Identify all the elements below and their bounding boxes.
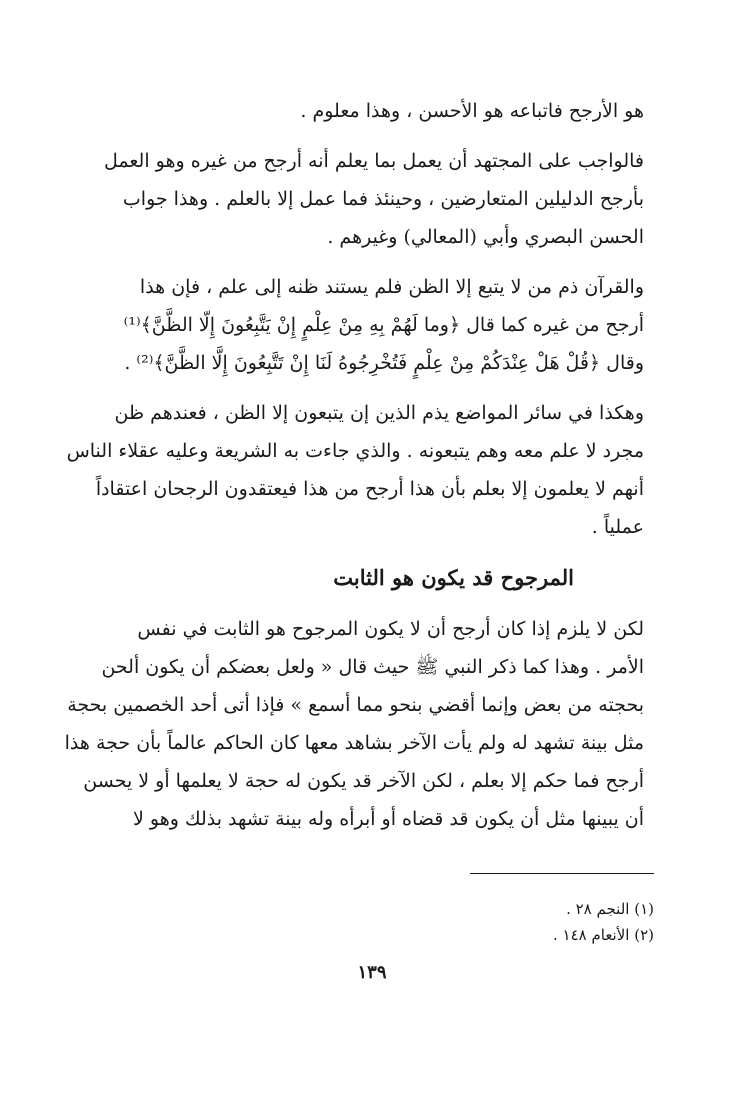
paragraph-1 [90,92,644,130]
text-line: أرجح فما حكم إلا بعلم ، لكن الآخر قد يكون له حجة لا يعلمها أو لا يحسن [83,770,644,792]
paragraph-4 [66,394,644,546]
footnote-2: (٢) الأنعام ١٤٨ . [552,926,654,944]
text-line: والقرآن ذم من لا يتبع إلا الظن فلم يستند ظنه إلى علم ، فإن هذا [139,276,644,298]
text-line: مثل بينة تشهد له ولم يأت الآخر بشاهد معها كان الحاكم عالماً بأن حجة هذا [64,732,644,754]
quran-verse-line: وقال ﴿قُلْ هَلْ عِنْدَكُمْ مِنْ عِلْمٍ فَتُخْرِجُوهُ لَنَا إِنْ تَتَّبِعُونَ إِلَّا الظَّنَّ﴾⁽²⁾ . [124,352,644,374]
text-line: وهكذا في سائر المواضع يذم الذين إن يتبعون إلا الظن ، فعندهم ظن [114,402,644,424]
text-line: بحجته من بعض وإنما أقضي بنحو مما أسمع » فإذا أتى أحد الخصمين بحجة [67,694,644,716]
text-line: هو الأرجح فاتباعه هو الأحسن ، وهذا معلوم . [300,100,644,122]
text-line: الأمر . وهذا كما ذكر النبي ﷺ حيث قال « ولعل بعضكم أن يكون ألحن [101,656,644,678]
paragraph-2 [90,142,644,256]
text-line: فالواجب على المجتهد أن يعمل بما يعلم أنه أرجح من غيره وهو العمل [104,150,644,172]
text-line: أنهم لا يعلمون إلا بعلم بأن هذا أرجح من هذا فيعتقدون الرجحان اعتقاداً [95,478,644,500]
quran-verse-line: أرجح من غيره كما قال ﴿وما لَهُمْ بِهِ مِنْ عِلْمٍ إِنْ يَتَّبِعُونَ إِلّا الظَّنَّ﴾⁽¹⁾ [123,314,644,336]
page-number: ١٣٩ [357,962,387,983]
paragraph-3 [90,268,644,382]
footnote-separator [470,873,654,874]
text-line: بأرجح الدليلين المتعارضين ، وحينئذ فما عمل إلا بالعلم . وهذا جواب [122,188,644,210]
text-line: أن يبينها مثل أن يكون قد قضاه أو أبرأه وله بينة تشهد بذلك وهو لا [133,808,644,830]
text-line: لكن لا يلزم إذا كان أرجح أن لا يكون المرجوح هو الثابت في نفس [137,618,644,640]
text-line: عملياً . [591,516,644,538]
paragraph-5 [64,610,644,838]
text-line: مجرد لا علم معه وهم يتبعونه . والذي جاءت به الشريعة وعليه عقلاء الناس [66,440,644,462]
page-body [64,92,644,850]
footnotes [553,896,654,948]
text-line: الحسن البصري وأبي (المعالي) وغيرهم . [327,226,644,248]
section-heading: المرجوح قد يكون هو الثابت [333,565,574,590]
footnote-1: (١) النجم ٢٨ . [566,900,654,918]
